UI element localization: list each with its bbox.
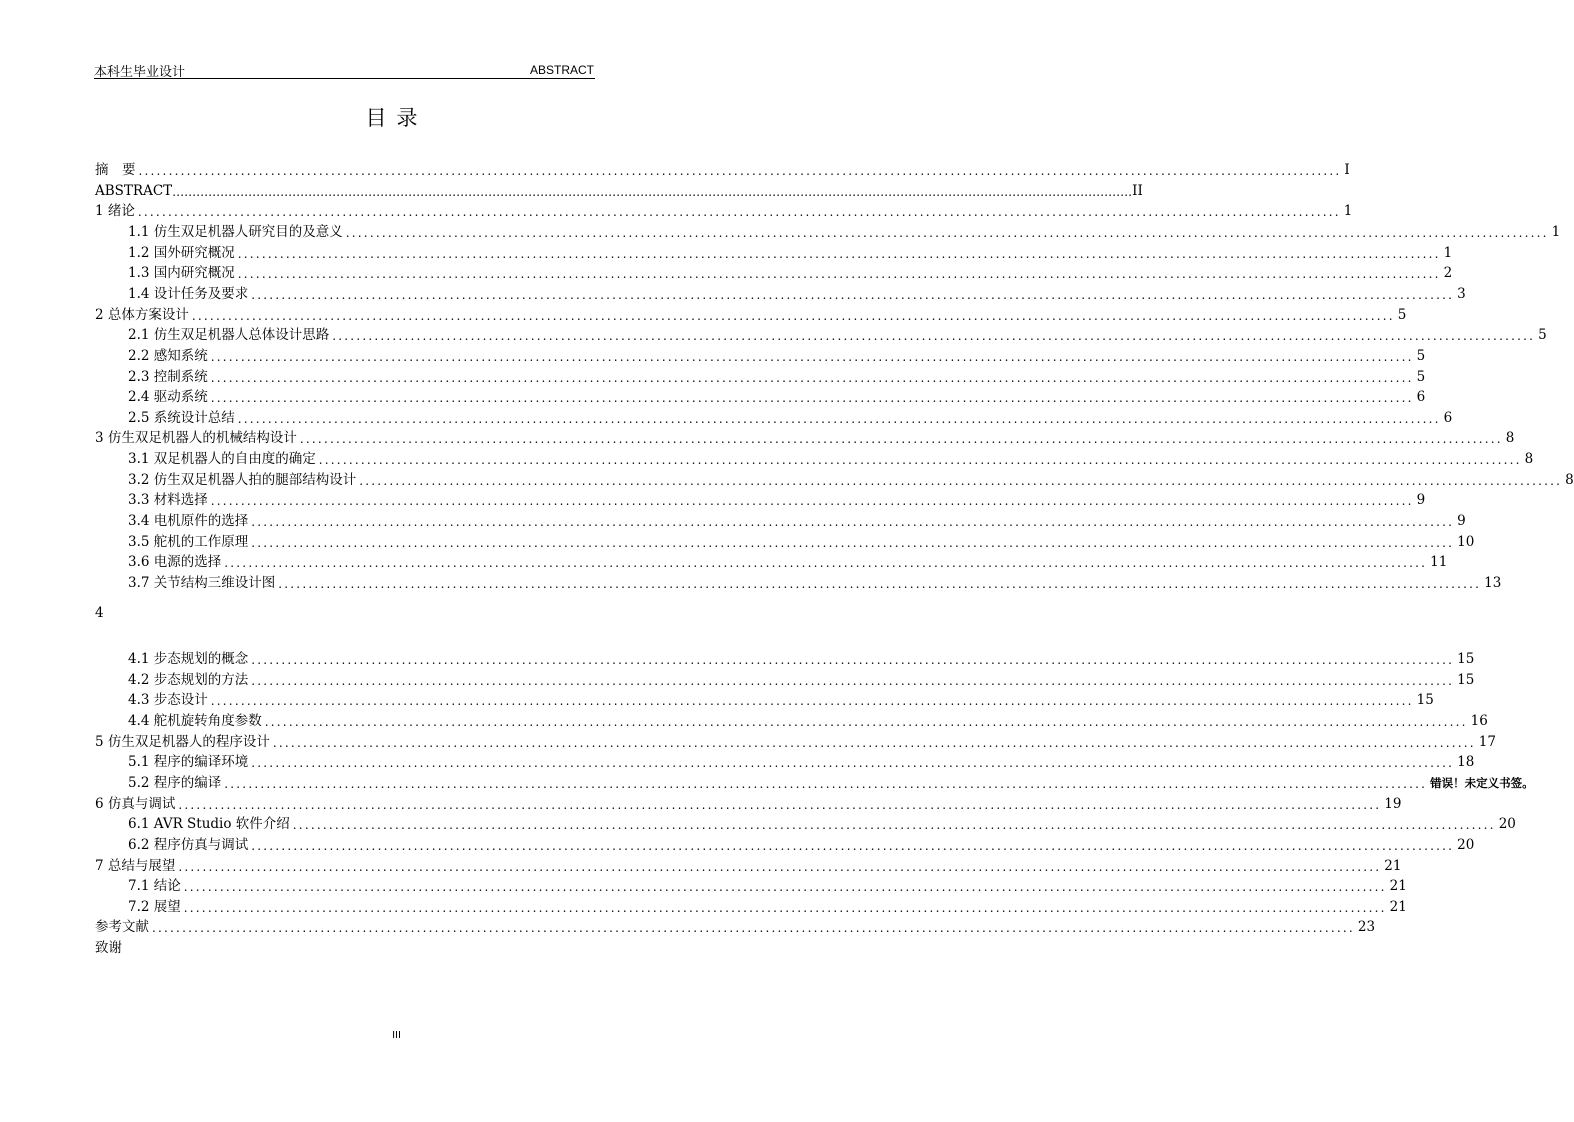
toc-entry[interactable] — [128, 222, 1561, 242]
toc-leader-dots: ........................................................................................................................................................................................................ — [138, 164, 1342, 178]
toc-page-number: 1 — [1443, 244, 1453, 261]
toc-entry[interactable] — [128, 346, 1426, 366]
toc-leader-dots: ........................................................................................................................................................................................................ — [251, 653, 1455, 667]
toc-entry[interactable] — [128, 387, 1426, 407]
toc-entry-label: 4.3 步态设计 — [128, 692, 208, 709]
toc-page-number: 15 — [1457, 651, 1475, 667]
toc-leader-dots: ........................................................................................................................................................................................................ — [191, 308, 1395, 323]
toc-entry[interactable] — [128, 263, 1453, 283]
toc-entry-label: 3.4 电机原件的选择 — [128, 513, 249, 530]
toc-page-number: 5 — [1416, 347, 1426, 364]
toc-entry-label: 1.3 国内研究概况 — [128, 265, 235, 282]
toc-page-number: 5 — [1397, 306, 1407, 323]
toc-entry[interactable] — [128, 897, 1407, 917]
toc-page-number: 1 — [1343, 203, 1353, 220]
page-number: III — [392, 1030, 401, 1041]
toc-page-number: 20 — [1498, 816, 1516, 833]
toc-entry-label: 1.4 设计任务及要求 — [128, 285, 249, 302]
toc-page-number: 6 — [1416, 389, 1426, 406]
toc-page-number: 3 — [1457, 285, 1466, 302]
toc-entry-label: 4.2 步态规划的方法 — [128, 671, 249, 688]
toc-heading: 4 — [95, 605, 104, 621]
toc-page-number: 20 — [1457, 836, 1475, 853]
toc-entry-label: 6.1 AVR Studio 软件介绍 — [128, 816, 290, 833]
toc-page-number: 9 — [1416, 492, 1426, 509]
toc-leader-dots: ........................................................................................................................................................................................................ — [210, 349, 1414, 364]
toc-leader-dots: ........................................................................................................................................................................................................ — [251, 287, 1455, 302]
toc-page-number: 10 — [1457, 533, 1475, 550]
toc-leader-dots: ........................................................................................................................................................................................................ — [237, 246, 1441, 261]
toc-entry[interactable] — [128, 835, 1475, 855]
toc-error-message: 错误！未定义书签。 — [1430, 775, 1534, 790]
toc-entry[interactable] — [95, 305, 1407, 325]
toc-page-number: 21 — [1389, 898, 1407, 915]
toc-entry[interactable] — [95, 917, 1376, 937]
toc-entry[interactable] — [128, 773, 1534, 793]
toc-leader-dots: ........................................................................................................................................................................................................ — [210, 694, 1414, 709]
toc-page-number: 18 — [1457, 754, 1475, 771]
toc-entry[interactable] — [128, 367, 1426, 387]
toc-leader-dots: ........................................................................................................................................................................................................ — [278, 577, 1482, 591]
toc-entry[interactable] — [95, 201, 1353, 221]
toc-entry-label: 5.1 程序的编译环境 — [128, 754, 249, 771]
toc-entry-label: 1 绪论 — [95, 203, 135, 220]
toc-entry-label: 3.2 仿生双足机器人拍的腿部结构设计 — [128, 471, 357, 488]
toc-leader-dots: ........................................................................................................................................................................................................ — [251, 756, 1455, 771]
toc-entry[interactable] — [128, 814, 1516, 834]
header-right-text: ABSTRACT — [529, 63, 594, 77]
toc-leader-dots: ........................................................................................................................................................................................................ — [292, 818, 1496, 833]
toc-page-number: 5 — [1538, 327, 1547, 344]
toc-leader-dots: ........................................................................................................................................................................................................ — [318, 453, 1522, 468]
toc-entry-label: 2.5 系统设计总结 — [128, 409, 235, 426]
toc-entry-label: 4.4 舵机旋转角度参数 — [128, 712, 262, 729]
toc-leader-dots: ........................................................................................................................................................................................................ — [178, 859, 1382, 874]
toc-entry-label: 7.2 展望 — [128, 898, 181, 915]
toc-page-number: 8 — [1505, 430, 1515, 447]
toc-entry[interactable] — [128, 284, 1466, 304]
toc-leader-dots: ........................................................................................................................................................................................................ — [251, 515, 1455, 530]
toc-leader-dots: ........................................................................................................................................................................................................ — [251, 673, 1455, 688]
toc-leader-dots: ........................................................................................................................................................................................................ — [264, 714, 1468, 729]
toc-entry[interactable] — [128, 243, 1453, 263]
toc-entry[interactable] — [95, 160, 1350, 180]
toc-page-number: 16 — [1470, 712, 1488, 729]
toc-entry[interactable] — [128, 408, 1453, 428]
toc-entry[interactable] — [128, 490, 1426, 510]
toc-entry-label: 2.4 驱动系统 — [128, 389, 208, 406]
toc-entry[interactable] — [128, 649, 1475, 669]
toc-leader-dots: ........................................................................................................................................................................................................ — [178, 797, 1382, 812]
toc-page-number: 6 — [1443, 409, 1453, 426]
toc-entry[interactable] — [128, 470, 1574, 490]
toc-entry-label: 1.1 仿生双足机器人研究目的及意义 — [128, 223, 343, 240]
toc-page-number: 11 — [1430, 554, 1448, 571]
toc-leader-dots: ........................................................................................................................................................................................................ — [183, 880, 1387, 895]
toc-leader-dots: ........................................................................................................................................................................................................ — [210, 370, 1414, 385]
toc-page-number: 23 — [1357, 919, 1376, 936]
toc-page-number: 15 — [1416, 692, 1434, 709]
toc-leader-dots: ........................................................................................................................................................................................................ — [237, 267, 1441, 282]
toc-page-number: 5 — [1416, 368, 1426, 385]
toc-leader-dots: ........................................................................................................................................................................................................ — [299, 432, 1503, 447]
toc-entry-label: 6.2 程序仿真与调试 — [128, 836, 249, 853]
toc-entry-label: 6 仿真与调试 — [95, 795, 176, 812]
toc-page-number: 21 — [1389, 878, 1407, 895]
toc-page-number: I — [1344, 162, 1350, 178]
toc-entry[interactable] — [128, 573, 1502, 593]
toc-page-number: 15 — [1457, 671, 1475, 688]
toc-leader-dots: ........................................................................................................................................................................................................ — [210, 494, 1414, 509]
toc-leader-dots: …………………………………………………………………………………………………………………………………………………………………………………………………………………… — [172, 184, 1133, 199]
toc-entry-label: ABSTRACT — [95, 182, 173, 199]
toc-page-number: II — [1132, 182, 1143, 199]
toc-leader-dots: ........................................................................................................................................................................................................ — [272, 735, 1476, 750]
toc-entry[interactable] — [95, 181, 1143, 201]
toc-leader-dots: ........................................................................................................................................................................................................ — [152, 921, 1355, 936]
toc-entry-label: 3.1 双足机器人的自由度的确定 — [128, 451, 316, 468]
toc-entry[interactable] — [128, 552, 1448, 572]
toc-page-number: 9 — [1457, 513, 1466, 530]
toc-entry[interactable] — [128, 876, 1407, 896]
toc-page-number: 1 — [1551, 223, 1561, 240]
toc-entry[interactable] — [128, 325, 1547, 345]
toc-entry-label: 4.1 步态规划的概念 — [128, 651, 249, 667]
toc-entry-label: 2 总体方案设计 — [95, 306, 189, 323]
toc-leader-dots: ........................................................................................................................................................................................................ — [251, 535, 1455, 550]
toc-leader-dots: ........................................................................................................................................................................................................ — [183, 900, 1387, 915]
toc-entry[interactable] — [128, 532, 1475, 552]
toc-entry[interactable] — [128, 752, 1475, 772]
toc-entry-label: 1.2 国外研究概况 — [128, 244, 235, 261]
toc-entry[interactable] — [128, 449, 1534, 469]
toc-entry-label: 摘 要 — [95, 162, 136, 178]
toc-entry-label: 5 仿生双足机器人的程序设计 — [95, 733, 270, 750]
toc-entry-label: 2.1 仿生双足机器人总体设计思路 — [128, 327, 330, 344]
toc-entry-label: 参考文献 — [95, 919, 149, 936]
toc-entry-label: 3.7 关节结构三维设计图 — [128, 575, 276, 591]
toc-entry[interactable] — [95, 732, 1496, 752]
toc-entry[interactable] — [95, 794, 1402, 814]
toc-entry[interactable] — [95, 856, 1402, 876]
toc-entry-label: 2.2 感知系统 — [128, 347, 208, 364]
toc-entry-label: 2.3 控制系统 — [128, 368, 208, 385]
toc-page-number: 8 — [1565, 471, 1574, 488]
toc-page-number: 13 — [1484, 575, 1502, 591]
toc-leader-dots: ........................................................................................................................................................................................................ — [210, 391, 1414, 406]
toc-leader-dots: ........................................................................................................................................................................................................ — [359, 473, 1563, 488]
toc-page-number: 21 — [1384, 857, 1402, 874]
header-rule — [94, 78, 595, 79]
toc-page-number: 2 — [1443, 265, 1453, 282]
toc-entry[interactable] — [128, 670, 1475, 690]
toc-entry-label: 7.1 结论 — [128, 878, 181, 895]
header-left-text: 本科生毕业设计 — [94, 65, 186, 80]
toc-leader-dots: ........................................................................................................................................................................................................ — [224, 776, 1428, 791]
toc-entry-label: 3.6 电源的选择 — [128, 554, 222, 571]
toc-leader-dots: ........................................................................................................................................................................................................ — [237, 411, 1441, 426]
toc-entry-label: 3.3 材料选择 — [128, 492, 208, 509]
toc-leader-dots: ........................................................................................................................................................................................................ — [224, 556, 1428, 571]
toc-page-number: 8 — [1524, 451, 1534, 468]
toc-entry[interactable] — [128, 711, 1488, 731]
toc-leader-dots: ........................................................................................................................................................................................................ — [345, 225, 1549, 240]
toc-entry-label: 3.5 舵机的工作原理 — [128, 533, 249, 550]
toc-leader-dots: ........................................................................................................................................................................................................ — [332, 329, 1536, 344]
toc-page-number: 17 — [1478, 733, 1496, 750]
toc-entry[interactable] — [128, 511, 1466, 531]
toc-leader-dots: ........................................................................................................................................................................................................ — [251, 838, 1455, 853]
page-title: 目录 — [365, 106, 428, 130]
toc-entry-label: 3 仿生双足机器人的机械结构设计 — [95, 430, 297, 447]
toc-page-number: 19 — [1384, 795, 1402, 812]
toc-heading: 致谢 — [95, 940, 122, 957]
toc-leader-dots: ........................................................................................................................................................................................................ — [137, 205, 1341, 220]
toc-entry[interactable] — [95, 428, 1515, 448]
toc-entry[interactable] — [128, 690, 1434, 710]
toc-entry-label: 7 总结与展望 — [95, 857, 176, 874]
toc-entry-label: 5.2 程序的编译 — [128, 774, 222, 791]
